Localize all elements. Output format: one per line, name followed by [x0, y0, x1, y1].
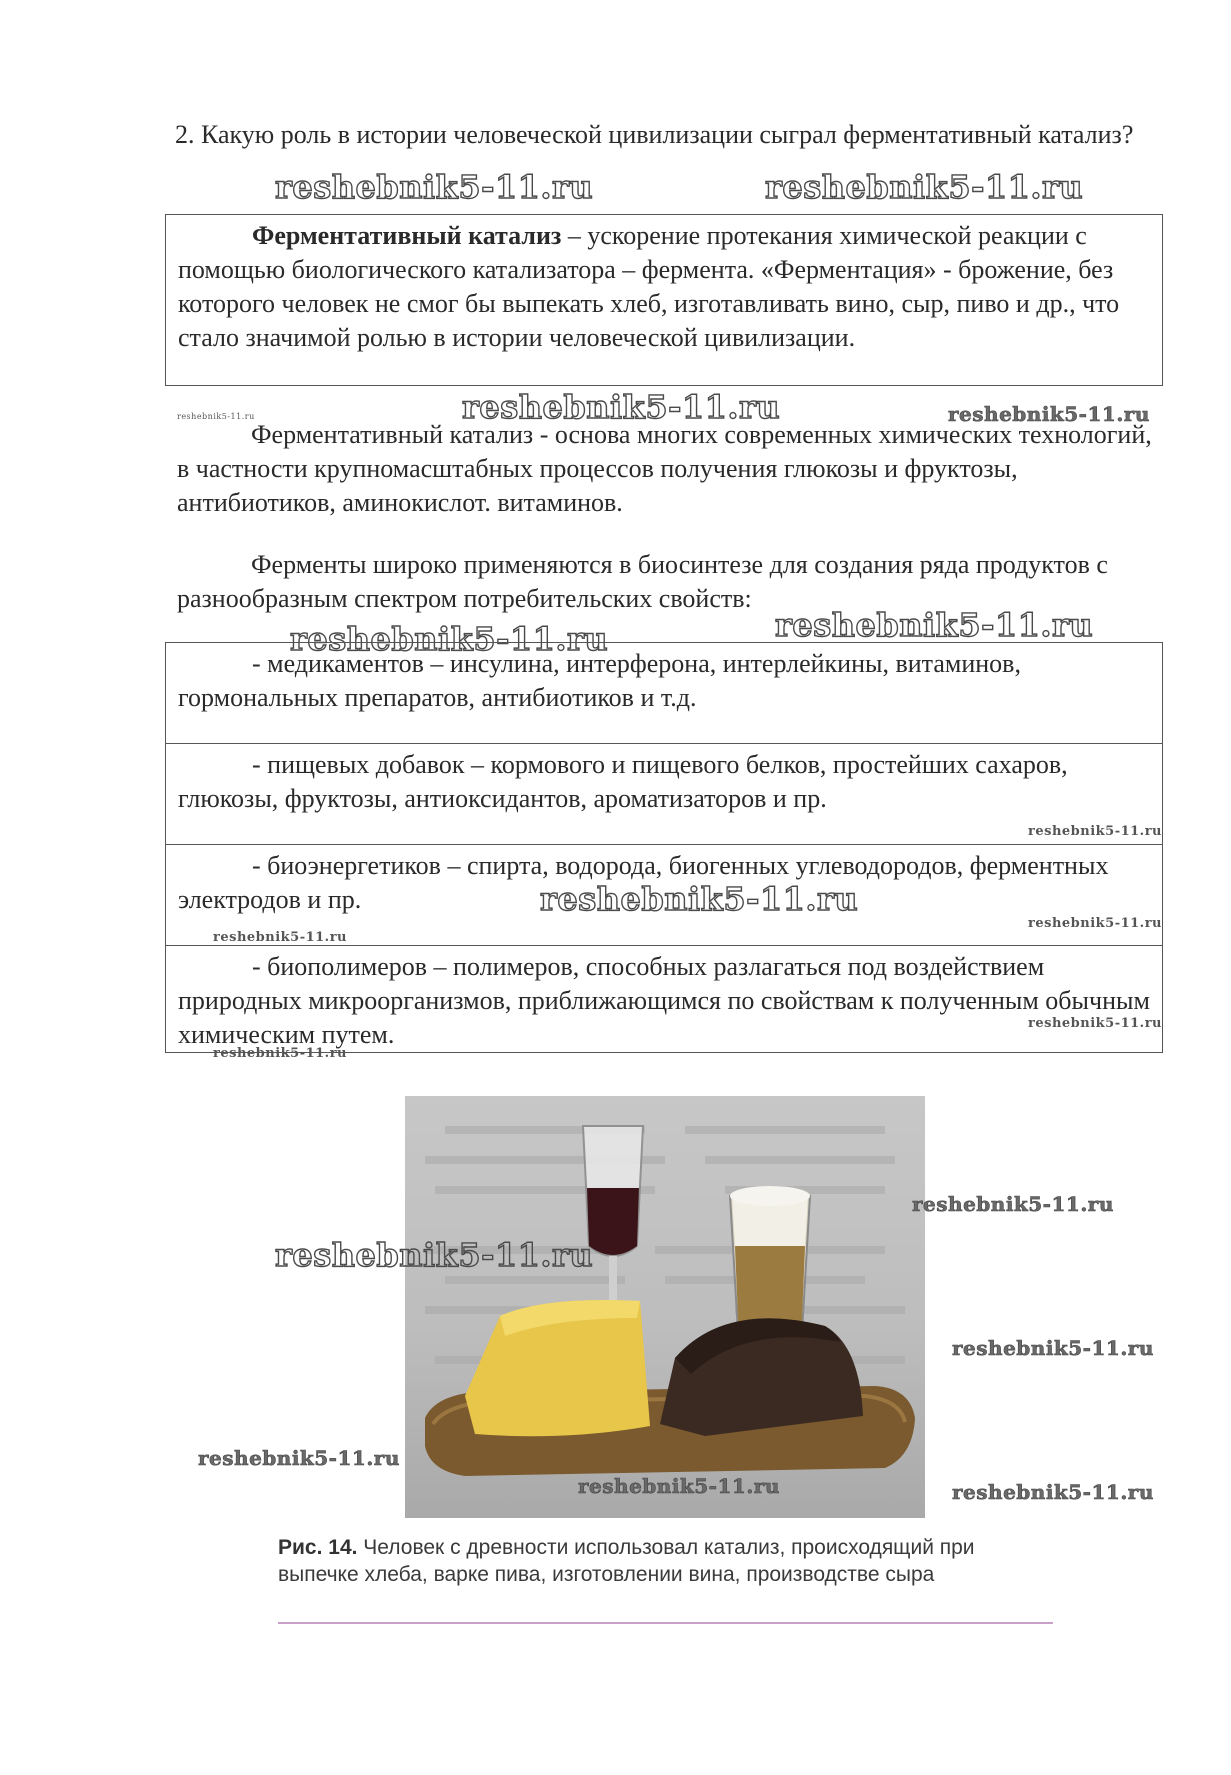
figure-caption-text: Человек с древности использовал катализ, происходящий при выпечке хлеба, варке пива, изготовлении вина, производстве сыра	[278, 1536, 975, 1586]
figure-photo	[405, 1096, 925, 1518]
list-box-medicines: - медикаментов – инсулина, интерферона, интерлейкины, витаминов, гормональных препаратов, антибиотиков и т.д.	[165, 642, 1163, 744]
watermark: reshebnik5-11.ru	[275, 168, 594, 206]
caption-divider	[278, 1622, 1053, 1624]
watermark: reshebnik5-11.ru	[1028, 1016, 1163, 1031]
answer-box	[165, 214, 1163, 386]
watermark: reshebnik5-11.ru	[912, 1192, 1114, 1216]
figure-caption	[278, 1534, 1058, 1588]
question-text: 2. Какую роль в истории человеческой цивилизации сыграл ферментативный катализ?	[175, 120, 1134, 149]
watermark: reshebnik5-11.ru	[177, 412, 255, 421]
definition-text: – ускорение протекания химической реакции с помощью биологического катализатора – фермента. «Ферментация» - брожение, без которого человек не смог бы выпекать хлеб, изготавливать вино, сыр, пиво и др., что стало значимой ролью в истории человеческой цивилизации.	[178, 221, 1120, 352]
watermark: reshebnik5-11.ru	[275, 1236, 594, 1274]
watermark: reshebnik5-11.ru	[540, 880, 859, 918]
watermark: reshebnik5-11.ru	[952, 1336, 1154, 1360]
list-box-bioenergetics: - биоэнергетиков – спирта, водорода, биогенных углеводородов, ферментных электродов и пр.	[165, 844, 1163, 946]
figure-label: Рис. 14.	[278, 1536, 358, 1559]
watermark: reshebnik5-11.ru	[775, 606, 1094, 644]
watermark: reshebnik5-11.ru	[290, 620, 609, 658]
paragraph-2: Ферменты широко применяются в биосинтезе для создания ряда продуктов с разнообразным спектром потребительских свойств:	[177, 550, 1108, 613]
watermark: reshebnik5-11.ru	[462, 388, 781, 426]
term-bold: Ферментативный катализ	[252, 221, 562, 250]
watermark: reshebnik5-11.ru	[1028, 824, 1163, 839]
watermark: reshebnik5-11.ru	[952, 1480, 1154, 1504]
bread-cheese-wine-beer-illustration	[405, 1096, 925, 1518]
watermark: reshebnik5-11.ru	[213, 1046, 348, 1061]
watermark: reshebnik5-11.ru	[765, 168, 1084, 206]
watermark: reshebnik5-11.ru	[213, 930, 348, 945]
list-box-food-additives: - пищевых добавок – кормового и пищевого белков, простейших сахаров, глюкозы, фруктозы, антиоксидантов, ароматизаторов и пр.	[165, 743, 1163, 845]
watermark: reshebnik5-11.ru	[578, 1474, 780, 1498]
watermark: reshebnik5-11.ru	[198, 1446, 400, 1470]
watermark: reshebnik5-11.ru	[948, 402, 1150, 426]
watermark: reshebnik5-11.ru	[1028, 916, 1163, 931]
paragraph-1: Ферментативный катализ - основа многих современных химических технологий, в частности крупномасштабных процессов получения глюкозы и фруктозы, антибиотиков, аминокислот. витаминов.	[177, 420, 1152, 517]
list-box-biopolymers: - биополимеров – полимеров, способных разлагаться под воздействием природных микроорганизмов, приближающимся по свойствам к полученным обычным химическим путем.	[165, 945, 1163, 1053]
